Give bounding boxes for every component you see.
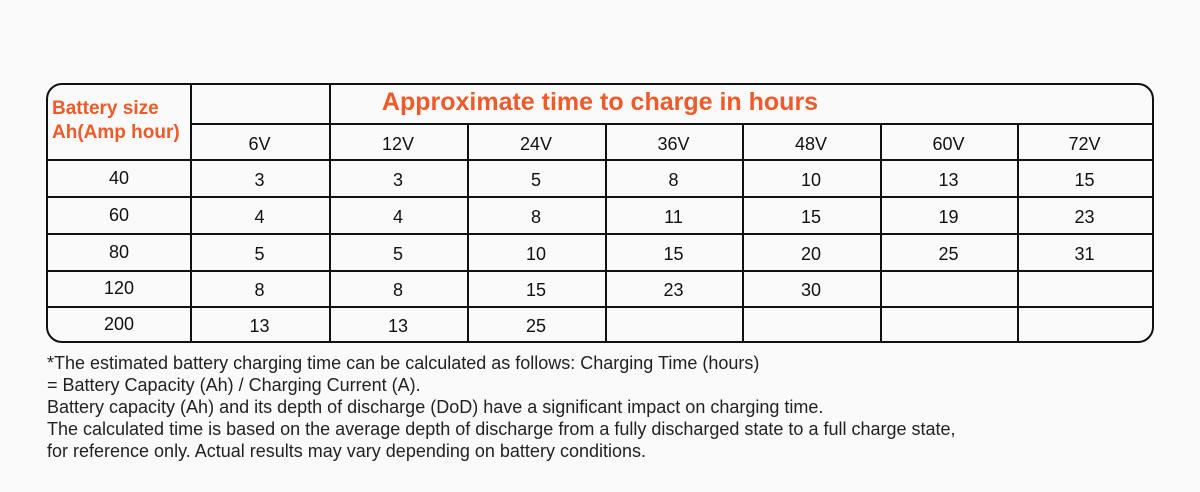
- voltage-header: 48V: [794, 134, 828, 154]
- charge-time-cell: 13: [938, 169, 959, 190]
- charge-time-cell: 4: [254, 206, 265, 227]
- battery-size-cell: 80: [108, 241, 130, 262]
- charge-time-cell: 5: [254, 243, 265, 264]
- row-divider: [48, 233, 1152, 235]
- voltage-header: 60V: [932, 134, 965, 154]
- row-divider: [48, 306, 1152, 308]
- note-line-2: = Battery Capacity (Ah) / Charging Current (A).: [47, 375, 421, 395]
- column-divider: [190, 85, 192, 341]
- battery-size-cell: 200: [103, 313, 135, 334]
- charge-time-cell: 13: [249, 315, 270, 336]
- charge-time-cell: 15: [1074, 169, 1095, 190]
- row-divider: [190, 123, 1152, 125]
- voltage-header: 12V: [381, 134, 415, 154]
- charge-time-cell: 8: [254, 280, 265, 300]
- note-line-5: for reference only. Actual results may vary depending on battery conditions.: [47, 441, 646, 461]
- charge-time-cell: 5: [530, 169, 542, 190]
- charge-time-cell: 3: [392, 169, 404, 190]
- charge-time-cell: 8: [392, 280, 404, 300]
- charge-time-cell: 8: [530, 206, 542, 227]
- charge-time-cell: 19: [938, 206, 959, 227]
- column-divider: [1017, 123, 1019, 341]
- note-line-4: The calculated time is based on the average depth of discharge from a fully discharged state to a full charge state,: [47, 419, 956, 439]
- charge-time-cell: 25: [938, 243, 959, 264]
- charge-time-cell: 31: [1074, 243, 1095, 264]
- charge-time-cell: 20: [800, 243, 822, 264]
- column-divider: [467, 123, 469, 341]
- column-divider: [742, 123, 744, 341]
- note-line-1: *The estimated battery charging time can be calculated as follows: Charging Time (hours): [47, 353, 760, 373]
- table-title: Approximate time to charge in hours: [381, 88, 819, 116]
- charge-time-cell: 8: [668, 169, 679, 190]
- voltage-header: 24V: [519, 134, 553, 154]
- column-divider: [880, 123, 882, 341]
- charge-time-cell: 4: [392, 206, 404, 227]
- charge-time-cell: 23: [663, 280, 684, 300]
- row-divider: [48, 196, 1152, 198]
- voltage-header: 72V: [1068, 134, 1101, 154]
- row-header-line2: Ah(Amp hour): [52, 122, 180, 143]
- voltage-header: 6V: [248, 134, 271, 154]
- battery-size-cell: 120: [103, 278, 135, 298]
- row-divider: [48, 159, 1152, 161]
- charge-time-cell: 15: [663, 243, 684, 264]
- charge-time-cell: 30: [800, 280, 822, 300]
- charge-time-cell: 25: [525, 315, 547, 336]
- charge-time-cell: 15: [525, 280, 547, 300]
- battery-size-cell: 60: [108, 204, 130, 225]
- column-divider: [329, 85, 331, 341]
- charge-time-cell: 11: [664, 206, 683, 227]
- charge-time-cell: 10: [800, 169, 822, 190]
- voltage-header: 36V: [657, 134, 690, 154]
- charge-time-cell: 3: [254, 169, 265, 190]
- charge-time-cell: 13: [387, 315, 409, 336]
- charge-time-cell: 23: [1074, 206, 1095, 227]
- note-line-3: Battery capacity (Ah) and its depth of discharge (DoD) have a significant impact on charging time.: [47, 397, 824, 417]
- column-divider: [605, 123, 607, 341]
- charge-time-cell: 15: [800, 206, 822, 227]
- notes: [47, 352, 1157, 462]
- row-divider: [48, 270, 1152, 272]
- charge-time-cell: 5: [392, 243, 404, 264]
- row-header-line1: Battery size: [52, 98, 159, 119]
- battery-size-cell: 40: [108, 167, 130, 188]
- charge-time-cell: 10: [525, 243, 547, 264]
- charge-time-table: [46, 83, 1154, 343]
